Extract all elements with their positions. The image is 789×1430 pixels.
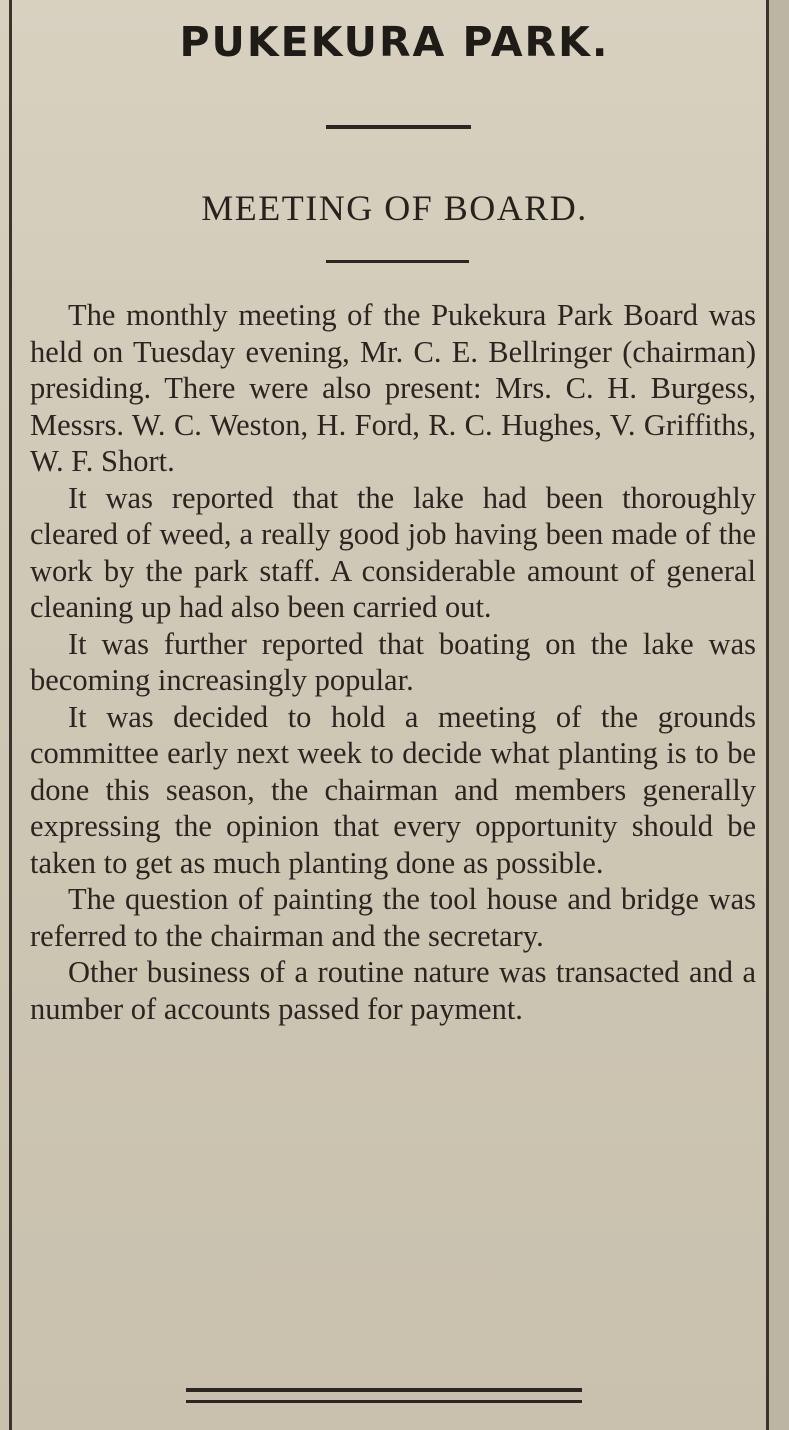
subheadline: MEETING OF BOARD. — [201, 188, 588, 228]
paragraph-boating: It was further reported that boating on the lake was becoming increasingly popular. — [30, 626, 756, 697]
paragraph-lake-weed: It was reported that the lake had been thoroughly cleared of weed, a really good job having been made of the work by the park staff. A considerable amount of general cleaning up had also been carried out. — [30, 480, 756, 624]
paragraph-planting: It was decided to hold a meeting of the grounds committee early next week to decide what planting is to be done this season, the chairman and members generally expressing the opinion that every opportunity should be taken to get as much planting done as possible. — [30, 699, 756, 880]
end-rule-thick — [186, 1388, 582, 1392]
headline: PUKEKURA PARK. — [179, 18, 610, 66]
article-body — [30, 297, 756, 1027]
subheadline-divider — [326, 260, 469, 263]
headline-divider — [326, 125, 471, 129]
paragraph-other-business: Other business of a routine nature was transacted and a number of accounts passed for payment. — [30, 955, 756, 1026]
paragraph-painting: The question of painting the tool house and bridge was referred to the chairman and the secretary. — [30, 882, 756, 953]
article-end-rules — [186, 1388, 582, 1403]
end-rule-thin — [186, 1400, 582, 1403]
paragraph-meeting: The monthly meeting of the Pukekura Park Board was held on Tuesday evening, Mr. C. E. Bellringer (chairman) presiding. There were also present: Mrs. C. H. Burgess, Messrs. W. C. Weston, H. Ford, R. C. Hughes, V. Griffiths, W. F. Short. — [30, 298, 756, 478]
